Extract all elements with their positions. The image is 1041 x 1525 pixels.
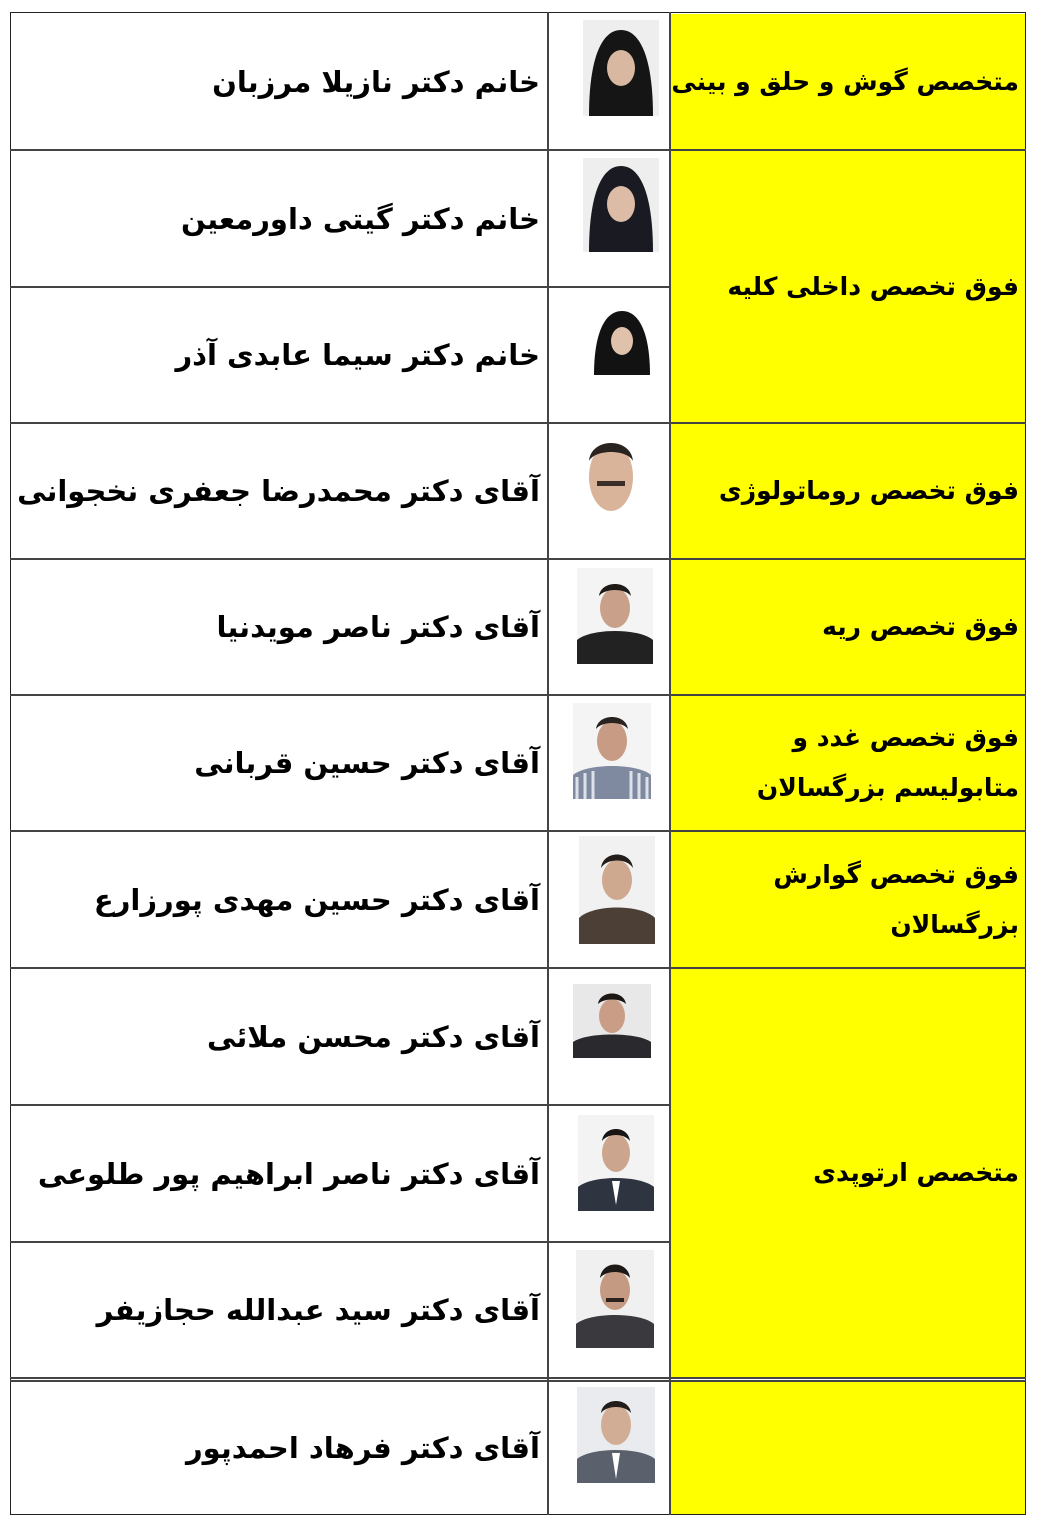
male-portrait-photo: [577, 1387, 655, 1483]
male-portrait-photo: [578, 1115, 654, 1211]
specialty-ent: متخصص گوش و حلق و بینی: [671, 14, 1025, 149]
doctor-name: خانم دکتر گیتی داورمعین: [180, 201, 540, 236]
male-portrait-photo: [579, 836, 655, 944]
doctor-name: آقای دکتر محسن ملائی: [207, 1019, 540, 1054]
row-divider: [670, 149, 1026, 151]
specialty-pulmonology: فوق تخصص ریه: [671, 560, 1025, 694]
specialty-endocrinology: فوق تخصص غدد و متابولیسم بزرگسالان: [671, 696, 1025, 830]
doctor-name: آقای دکتر حسین مهدی پورزارع: [93, 882, 540, 917]
female-portrait-photo: [590, 307, 654, 375]
male-portrait-photo: [577, 568, 653, 664]
doctor-name: خانم دکتر سیما عابدی آذر: [175, 338, 540, 372]
doctor-name: آقای دکتر ناصر مویدنیا: [216, 610, 540, 644]
specialty-orthopedics: متخصص ارتوپدی: [671, 969, 1025, 1377]
row-divider: [10, 1377, 1026, 1379]
doctor-name: آقای دکتر فرهاد احمدپور: [185, 1431, 540, 1465]
column-divider: [669, 12, 671, 1515]
doctor-name: آقای دکتر ناصر ابراهیم پور طلوعی: [37, 1156, 540, 1191]
doctor-name: آقای دکتر سید عبدالله حجازیفر: [96, 1293, 540, 1327]
male-portrait-photo: [576, 1250, 654, 1348]
column-divider: [547, 12, 549, 1515]
male-portrait-photo: [573, 984, 651, 1058]
female-portrait-photo: [583, 158, 659, 252]
specialty-rheumatology: فوق تخصص روماتولوژی: [671, 424, 1025, 558]
male-portrait-photo: [583, 431, 639, 517]
specialty-nephrology: فوق تخصص داخلی کلیه: [671, 151, 1025, 422]
doctor-name: آقای دکتر محمدرضا جعفری نخجوانی: [17, 474, 540, 508]
doctor-name: آقای دکتر حسین قربانی: [194, 746, 540, 780]
doctor-name: خانم دکتر نازیلا مرزبان: [212, 64, 540, 99]
specialty-empty: [671, 1382, 1025, 1514]
specialty-gastroenterology: فوق تخصص گوارش بزرگسالان: [671, 832, 1025, 967]
male-portrait-photo: [573, 703, 651, 799]
female-portrait-photo: [583, 20, 659, 116]
